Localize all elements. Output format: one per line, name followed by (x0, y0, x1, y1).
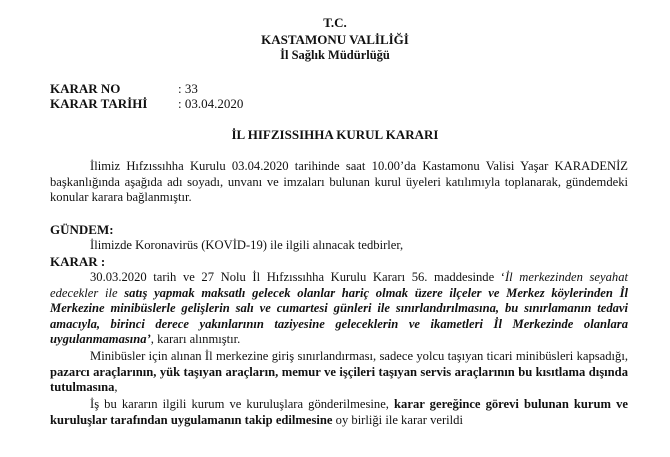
karar-p3-b: karar gereğince görevi bulunan kurum ve kuruluşlar tarafından uygulamanın takip edilmesine (50, 397, 628, 427)
karar-p1-c: ile (98, 285, 125, 300)
karar-p2-b: pazarcı araçlarının, yük taşıyan araçların, memur ve işçileri taşıyan servis araçlarının bu kısıtlama dışında tutulmasına (50, 364, 628, 394)
document-title: İL HIFZISSIHHA KURUL KARARI (231, 127, 439, 142)
karar-no-value: : 33 (178, 81, 198, 96)
karar-label: KARAR : (50, 254, 106, 269)
karar-p2-c: , (114, 380, 118, 394)
karar-no-label: KARAR NO (50, 81, 121, 96)
karar-p2-a: Minibüsler için alınan İl merkezine giriş sınırlandırması, sadece yolcu taşıyan ticari minibüsleri kapsadığı, (90, 349, 628, 363)
karar-tarihi-row (50, 96, 243, 112)
karar-p3-a: İş bu kararın ilgili kurum ve kuruluşlara gönderilmesine, (90, 397, 395, 411)
header-valilik: KASTAMONU VALİLİĞİ (261, 32, 409, 47)
karar-paragraph-3 (50, 397, 628, 428)
karar-tarihi-value: : 03.04.2020 (178, 96, 244, 111)
karar-p1-a: 30.03.2020 tarih ve 27 Nolu İl Hıfzıssıhha Kurulu Kararı 56. maddesinde ‘ (90, 270, 505, 284)
karar-p3-c: oy birliği ile karar verildi (332, 412, 463, 427)
intro-paragraph: İlimiz Hıfzıssıhha Kurulu 03.04.2020 tarihinde saat 10.00’da Kastamonu Valisi Yaşar KARADENİZ başkanlığında aşağıda adı soyadı, unvanı ve imzaları bulunan kurul üyeleri katılımıyla toplanarak, gündemdeki konular karara bağlanmıştır. (50, 159, 628, 204)
karar-p1-d: satış yapmak maksatlı gelecek olanlar hariç olmak üzere ilçeler ve Merkez köylerinden İl Merkezine minibüslerle gelişlerin salı ve cumartesi günleri ile sınırlandırılmasına, bu sınırlamanın tedavi amacıyla, birinci derece yakınlarının taziyesine geleceklerin ve ikametleri İl Merkezinde olanlara uygulanmamasına’ (50, 285, 629, 346)
karar-paragraph-2 (50, 349, 628, 396)
karar-p1-b: İl merkezinden seyahat edecekler (50, 270, 628, 300)
header-mudurluk: İl Sağlık Müdürlüğü (280, 48, 390, 62)
gundem-label: GÜNDEM: (50, 222, 114, 237)
gundem-text: İlimizde Koronavirüs (KOVİD-19) ile ilgili alınacak tedbirler, (90, 238, 404, 252)
karar-no-row (50, 81, 198, 97)
karar-p1-e: , kararı alınmıştır. (150, 332, 241, 346)
karar-paragraph-1 (50, 270, 628, 348)
header-tc: T.C. (323, 15, 347, 30)
karar-tarihi-label: KARAR TARİHİ (50, 96, 148, 111)
